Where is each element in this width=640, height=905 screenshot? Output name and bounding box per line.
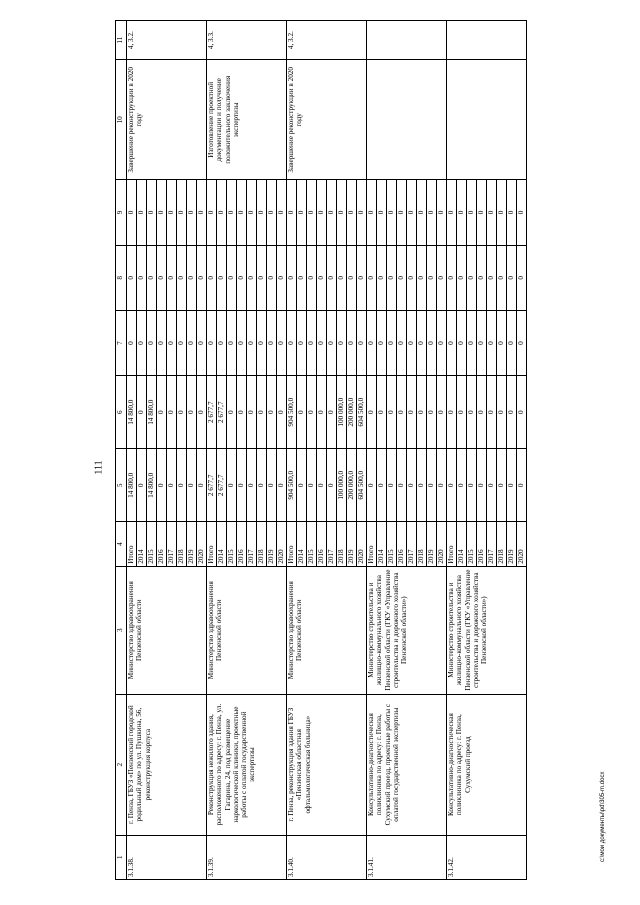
value-cell: 0 [487, 245, 497, 310]
value-cell: 0 [477, 449, 487, 522]
year-cell: 2015 [307, 522, 317, 566]
value-cell: 0 [187, 310, 197, 375]
row-name: г. Пенза, реконструкция здания ГБУЗ «Пензенская областная офтальмологическая больница» [287, 694, 367, 835]
year-cell: 2016 [237, 522, 247, 566]
value-cell: 14 800,0 [147, 449, 157, 522]
value-cell: 0 [417, 180, 427, 245]
value-cell: 0 [227, 449, 237, 522]
year-cell: 2020 [517, 522, 527, 566]
value-cell: 0 [277, 245, 287, 310]
value-cell: 0 [307, 310, 317, 375]
value-cell: 0 [337, 310, 347, 375]
row-id: 3.1.42. [447, 835, 527, 879]
value-cell: 0 [487, 310, 497, 375]
value-cell: 0 [267, 310, 277, 375]
year-cell: 2014 [377, 522, 387, 566]
value-cell: 0 [197, 245, 207, 310]
value-cell: 0 [377, 310, 387, 375]
header-cell: 7 [116, 310, 127, 375]
value-cell: 0 [407, 180, 417, 245]
row-result [367, 60, 447, 180]
value-cell: 0 [247, 376, 257, 449]
value-cell: 0 [157, 180, 167, 245]
value-cell: 0 [517, 180, 527, 245]
row-id: 3.1.41. [367, 835, 447, 879]
value-cell: 0 [337, 180, 347, 245]
value-cell: 0 [377, 245, 387, 310]
value-cell: 604 500,0 [357, 449, 367, 522]
row-id: 3.1.40. [287, 835, 367, 879]
value-cell: 0 [447, 376, 457, 449]
value-cell: 0 [427, 180, 437, 245]
value-cell: 0 [277, 310, 287, 375]
value-cell: 0 [387, 310, 397, 375]
value-cell: 0 [507, 245, 517, 310]
year-cell: 2017 [327, 522, 337, 566]
value-cell: 0 [487, 449, 497, 522]
value-cell: 0 [357, 245, 367, 310]
row-id: 3.1.38. [127, 835, 207, 879]
value-cell: 0 [387, 449, 397, 522]
value-cell: 0 [297, 310, 307, 375]
value-cell: 0 [377, 449, 387, 522]
year-cell: 2019 [427, 522, 437, 566]
header-cell: 5 [116, 449, 127, 522]
value-cell: 0 [517, 449, 527, 522]
value-cell: 0 [157, 376, 167, 449]
value-cell: 0 [197, 376, 207, 449]
value-cell: 0 [457, 180, 467, 245]
value-cell: 0 [317, 245, 327, 310]
value-cell: 0 [377, 376, 387, 449]
value-cell: 0 [407, 245, 417, 310]
value-cell: 0 [237, 245, 247, 310]
year-cell: 2019 [267, 522, 277, 566]
year-cell: 2016 [397, 522, 407, 566]
year-cell: 2019 [507, 522, 517, 566]
value-cell: 2 677,7 [207, 376, 217, 449]
value-cell: 0 [227, 180, 237, 245]
value-cell: 0 [267, 245, 277, 310]
value-cell: 14 800,0 [147, 376, 157, 449]
row-result: Завершение реконструкции в 2020 году [127, 60, 207, 180]
year-cell: Итого [447, 522, 457, 566]
year-cell: 2015 [227, 522, 237, 566]
header-cell: 2 [116, 694, 127, 835]
value-cell: 0 [407, 310, 417, 375]
value-cell: 0 [167, 180, 177, 245]
value-cell: 0 [427, 245, 437, 310]
value-cell: 0 [247, 310, 257, 375]
value-cell: 0 [147, 310, 157, 375]
value-cell: 0 [157, 245, 167, 310]
value-cell: 0 [297, 376, 307, 449]
year-cell: 2017 [167, 522, 177, 566]
year-cell: 2018 [177, 522, 187, 566]
value-cell: 0 [507, 310, 517, 375]
value-cell: 0 [237, 180, 247, 245]
value-cell: 0 [297, 449, 307, 522]
value-cell: 0 [497, 310, 507, 375]
row-name: Консультативно-диагностическая поликлиника по адресу: г. Пенза, Сухумский проезд, проектные работы с оплатой государственной экспертизы [367, 694, 447, 835]
value-cell: 0 [317, 310, 327, 375]
header-row [116, 21, 127, 880]
value-cell: 0 [447, 180, 457, 245]
value-cell: 0 [277, 180, 287, 245]
table-row [287, 21, 297, 880]
value-cell: 0 [417, 245, 427, 310]
value-cell: 0 [297, 245, 307, 310]
value-cell: 0 [297, 180, 307, 245]
value-cell: 0 [497, 449, 507, 522]
value-cell: 0 [447, 449, 457, 522]
value-cell: 0 [337, 245, 347, 310]
row-result [447, 60, 527, 180]
value-cell: 0 [427, 376, 437, 449]
value-cell: 0 [307, 376, 317, 449]
year-cell: 2015 [147, 522, 157, 566]
value-cell: 0 [247, 245, 257, 310]
year-cell: 2014 [297, 522, 307, 566]
value-cell: 0 [217, 310, 227, 375]
value-cell: 0 [277, 376, 287, 449]
value-cell: 0 [287, 310, 297, 375]
row-ref: 4, 3.3. [207, 21, 287, 60]
value-cell: 0 [207, 310, 217, 375]
year-cell: 2015 [387, 522, 397, 566]
value-cell: 0 [467, 376, 477, 449]
value-cell: 0 [267, 376, 277, 449]
table-row [447, 21, 457, 880]
year-cell: 2018 [417, 522, 427, 566]
value-cell: 0 [497, 180, 507, 245]
value-cell: 0 [467, 180, 477, 245]
year-cell: 2017 [407, 522, 417, 566]
value-cell: 0 [437, 449, 447, 522]
row-executor: Министерство здравоохранения Пензенской области [207, 566, 287, 694]
value-cell: 0 [157, 449, 167, 522]
row-executor: Министерство строительства и жилищно-коммунального хозяйства Пензенской области (ГКУ «Управление строительства и дорожного хозяйства Пензенской области») [447, 566, 527, 694]
value-cell: 0 [397, 376, 407, 449]
header-cell: 1 [116, 835, 127, 879]
value-cell: 0 [447, 245, 457, 310]
value-cell: 0 [317, 376, 327, 449]
value-cell: 0 [517, 310, 527, 375]
year-cell: 2019 [187, 522, 197, 566]
value-cell: 0 [187, 376, 197, 449]
value-cell: 0 [287, 180, 297, 245]
year-cell: 2016 [317, 522, 327, 566]
header-cell: 8 [116, 245, 127, 310]
value-cell: 0 [167, 449, 177, 522]
value-cell: 0 [367, 376, 377, 449]
value-cell: 0 [177, 376, 187, 449]
value-cell: 904 500,0 [287, 376, 297, 449]
value-cell: 0 [477, 245, 487, 310]
value-cell: 0 [137, 310, 147, 375]
row-name: Реконструкция нежилого здания, расположенного по адресу: г. Пенза, ул. Гагарина, 24, под размещение наркологической клиники, проектные работы с оплатой государственной экспертизы [207, 694, 287, 835]
value-cell: 0 [237, 449, 247, 522]
year-cell: 2017 [487, 522, 497, 566]
value-cell: 0 [307, 245, 317, 310]
year-cell: 2020 [437, 522, 447, 566]
header-cell: 6 [116, 376, 127, 449]
value-cell: 0 [437, 180, 447, 245]
header-cell: 4 [116, 522, 127, 566]
year-cell: 2017 [247, 522, 257, 566]
year-cell: Итого [207, 522, 217, 566]
value-cell: 0 [137, 180, 147, 245]
value-cell: 0 [347, 310, 357, 375]
value-cell: 0 [397, 180, 407, 245]
header-cell: 3 [116, 566, 127, 694]
value-cell: 0 [497, 376, 507, 449]
row-ref [447, 21, 527, 60]
value-cell: 0 [227, 245, 237, 310]
value-cell: 0 [307, 180, 317, 245]
value-cell: 0 [457, 310, 467, 375]
year-cell: 2020 [357, 522, 367, 566]
value-cell: 0 [407, 449, 417, 522]
value-cell: 0 [217, 180, 227, 245]
value-cell: 0 [317, 449, 327, 522]
value-cell: 2 677,7 [217, 449, 227, 522]
row-executor: Министерство здравоохранения Пензенской области [287, 566, 367, 694]
value-cell: 200 000,0 [347, 449, 357, 522]
value-cell: 0 [507, 449, 517, 522]
value-cell: 0 [177, 449, 187, 522]
value-cell: 0 [167, 310, 177, 375]
year-cell: 2018 [497, 522, 507, 566]
row-result: Изготовление проектной документации и получение положительного заключения экспертизы [207, 60, 287, 180]
value-cell: 0 [477, 310, 487, 375]
value-cell: 0 [397, 310, 407, 375]
value-cell: 0 [187, 449, 197, 522]
value-cell: 0 [327, 376, 337, 449]
value-cell: 0 [477, 180, 487, 245]
value-cell: 0 [417, 376, 427, 449]
table-body [127, 21, 527, 880]
year-cell: 2018 [257, 522, 267, 566]
value-cell: 0 [147, 245, 157, 310]
value-cell: 0 [187, 180, 197, 245]
value-cell: 0 [467, 310, 477, 375]
value-cell: 0 [317, 180, 327, 245]
value-cell: 14 800,0 [127, 449, 137, 522]
row-ref [367, 21, 447, 60]
table-row [367, 21, 377, 880]
program-table [115, 20, 527, 880]
value-cell: 0 [127, 310, 137, 375]
value-cell: 0 [197, 449, 207, 522]
row-id: 3.1.39. [207, 835, 287, 879]
year-cell: 2014 [137, 522, 147, 566]
value-cell: 0 [487, 376, 497, 449]
row-executor: Министерство здравоохранения Пензенской области [127, 566, 207, 694]
value-cell: 0 [237, 376, 247, 449]
value-cell: 0 [467, 449, 477, 522]
value-cell: 0 [387, 180, 397, 245]
value-cell: 0 [517, 376, 527, 449]
year-cell: 2015 [467, 522, 477, 566]
value-cell: 0 [257, 245, 267, 310]
value-cell: 0 [137, 376, 147, 449]
value-cell: 0 [177, 310, 187, 375]
row-ref: 4, 3.2. [287, 21, 367, 60]
value-cell: 0 [197, 180, 207, 245]
value-cell: 0 [307, 449, 317, 522]
year-cell: 2019 [347, 522, 357, 566]
value-cell: 0 [327, 449, 337, 522]
value-cell: 0 [487, 180, 497, 245]
value-cell: 0 [437, 376, 447, 449]
value-cell: 0 [357, 180, 367, 245]
value-cell: 0 [167, 245, 177, 310]
year-cell: 2014 [217, 522, 227, 566]
value-cell: 0 [367, 449, 377, 522]
page-number: 111 [93, 460, 105, 475]
value-cell: 0 [427, 449, 437, 522]
value-cell: 0 [247, 449, 257, 522]
value-cell: 0 [367, 245, 377, 310]
value-cell: 0 [127, 180, 137, 245]
value-cell: 0 [327, 180, 337, 245]
value-cell: 0 [137, 245, 147, 310]
value-cell: 0 [257, 376, 267, 449]
value-cell: 0 [237, 310, 247, 375]
value-cell: 0 [207, 180, 217, 245]
value-cell: 2 677,7 [217, 376, 227, 449]
footer-path: c:\мои документы\pd\305-m.docx [600, 771, 606, 862]
value-cell: 0 [427, 310, 437, 375]
value-cell: 0 [517, 245, 527, 310]
value-cell: 0 [347, 180, 357, 245]
value-cell: 0 [357, 310, 367, 375]
value-cell: 904 500,0 [287, 449, 297, 522]
value-cell: 0 [457, 245, 467, 310]
year-cell: Итого [127, 522, 137, 566]
value-cell: 0 [457, 376, 467, 449]
value-cell: 0 [437, 310, 447, 375]
value-cell: 0 [397, 449, 407, 522]
value-cell: 0 [257, 449, 267, 522]
value-cell: 0 [197, 310, 207, 375]
value-cell: 0 [277, 449, 287, 522]
value-cell: 604 500,0 [357, 376, 367, 449]
header-cell: 9 [116, 180, 127, 245]
row-name: г. Пенза, ГБУЗ «Пензенский городской родильный дом» по ул. Пушкина, 56, реконструкция корпуса [127, 694, 207, 835]
year-cell: 2018 [337, 522, 347, 566]
header-cell: 11 [116, 21, 127, 60]
year-cell: Итого [287, 522, 297, 566]
value-cell: 0 [167, 376, 177, 449]
value-cell: 0 [137, 449, 147, 522]
value-cell: 0 [497, 245, 507, 310]
value-cell: 0 [387, 245, 397, 310]
value-cell: 0 [227, 310, 237, 375]
header-cell: 10 [116, 60, 127, 180]
value-cell: 0 [377, 180, 387, 245]
value-cell: 0 [387, 376, 397, 449]
row-executor: Министерство строительства и жилищно-коммунального хозяйства Пензенской области (ГКУ «Управление строительства и дорожного хозяйства Пензенской области») [367, 566, 447, 694]
year-cell: Итого [367, 522, 377, 566]
value-cell: 100 000,0 [337, 376, 347, 449]
year-cell: 2020 [277, 522, 287, 566]
value-cell: 0 [227, 376, 237, 449]
year-cell: 2016 [477, 522, 487, 566]
table-row [127, 21, 137, 880]
value-cell: 100 000,0 [337, 449, 347, 522]
value-cell: 0 [247, 180, 257, 245]
value-cell: 0 [397, 245, 407, 310]
value-cell: 0 [127, 245, 137, 310]
value-cell: 2 677,7 [207, 449, 217, 522]
row-name: Консультативно-диагностическая поликлиника по адресу: г. Пенза, Сухумский проезд [447, 694, 527, 835]
table-row [207, 21, 217, 880]
value-cell: 0 [437, 245, 447, 310]
year-cell: 2016 [157, 522, 167, 566]
year-cell: 2020 [197, 522, 207, 566]
value-cell: 0 [157, 310, 167, 375]
value-cell: 0 [367, 310, 377, 375]
value-cell: 0 [507, 376, 517, 449]
value-cell: 0 [327, 310, 337, 375]
value-cell: 0 [417, 310, 427, 375]
value-cell: 0 [327, 245, 337, 310]
value-cell: 0 [217, 245, 227, 310]
row-ref: 4, 3.2. [127, 21, 207, 60]
value-cell: 0 [267, 180, 277, 245]
value-cell: 0 [457, 449, 467, 522]
value-cell: 0 [287, 245, 297, 310]
value-cell: 0 [477, 376, 487, 449]
value-cell: 0 [407, 376, 417, 449]
value-cell: 0 [257, 310, 267, 375]
value-cell: 0 [177, 180, 187, 245]
value-cell: 0 [417, 449, 427, 522]
rotated-page [115, 20, 593, 880]
value-cell: 0 [187, 245, 197, 310]
value-cell: 0 [467, 245, 477, 310]
value-cell: 0 [267, 449, 277, 522]
value-cell: 200 000,0 [347, 376, 357, 449]
row-result: Завершение реконструкции в 2020 году [287, 60, 367, 180]
value-cell: 0 [447, 310, 457, 375]
value-cell: 0 [177, 245, 187, 310]
value-cell: 0 [347, 245, 357, 310]
value-cell: 0 [507, 180, 517, 245]
year-cell: 2014 [457, 522, 467, 566]
value-cell: 0 [147, 180, 157, 245]
value-cell: 0 [367, 180, 377, 245]
value-cell: 0 [207, 245, 217, 310]
value-cell: 14 800,0 [127, 376, 137, 449]
value-cell: 0 [257, 180, 267, 245]
